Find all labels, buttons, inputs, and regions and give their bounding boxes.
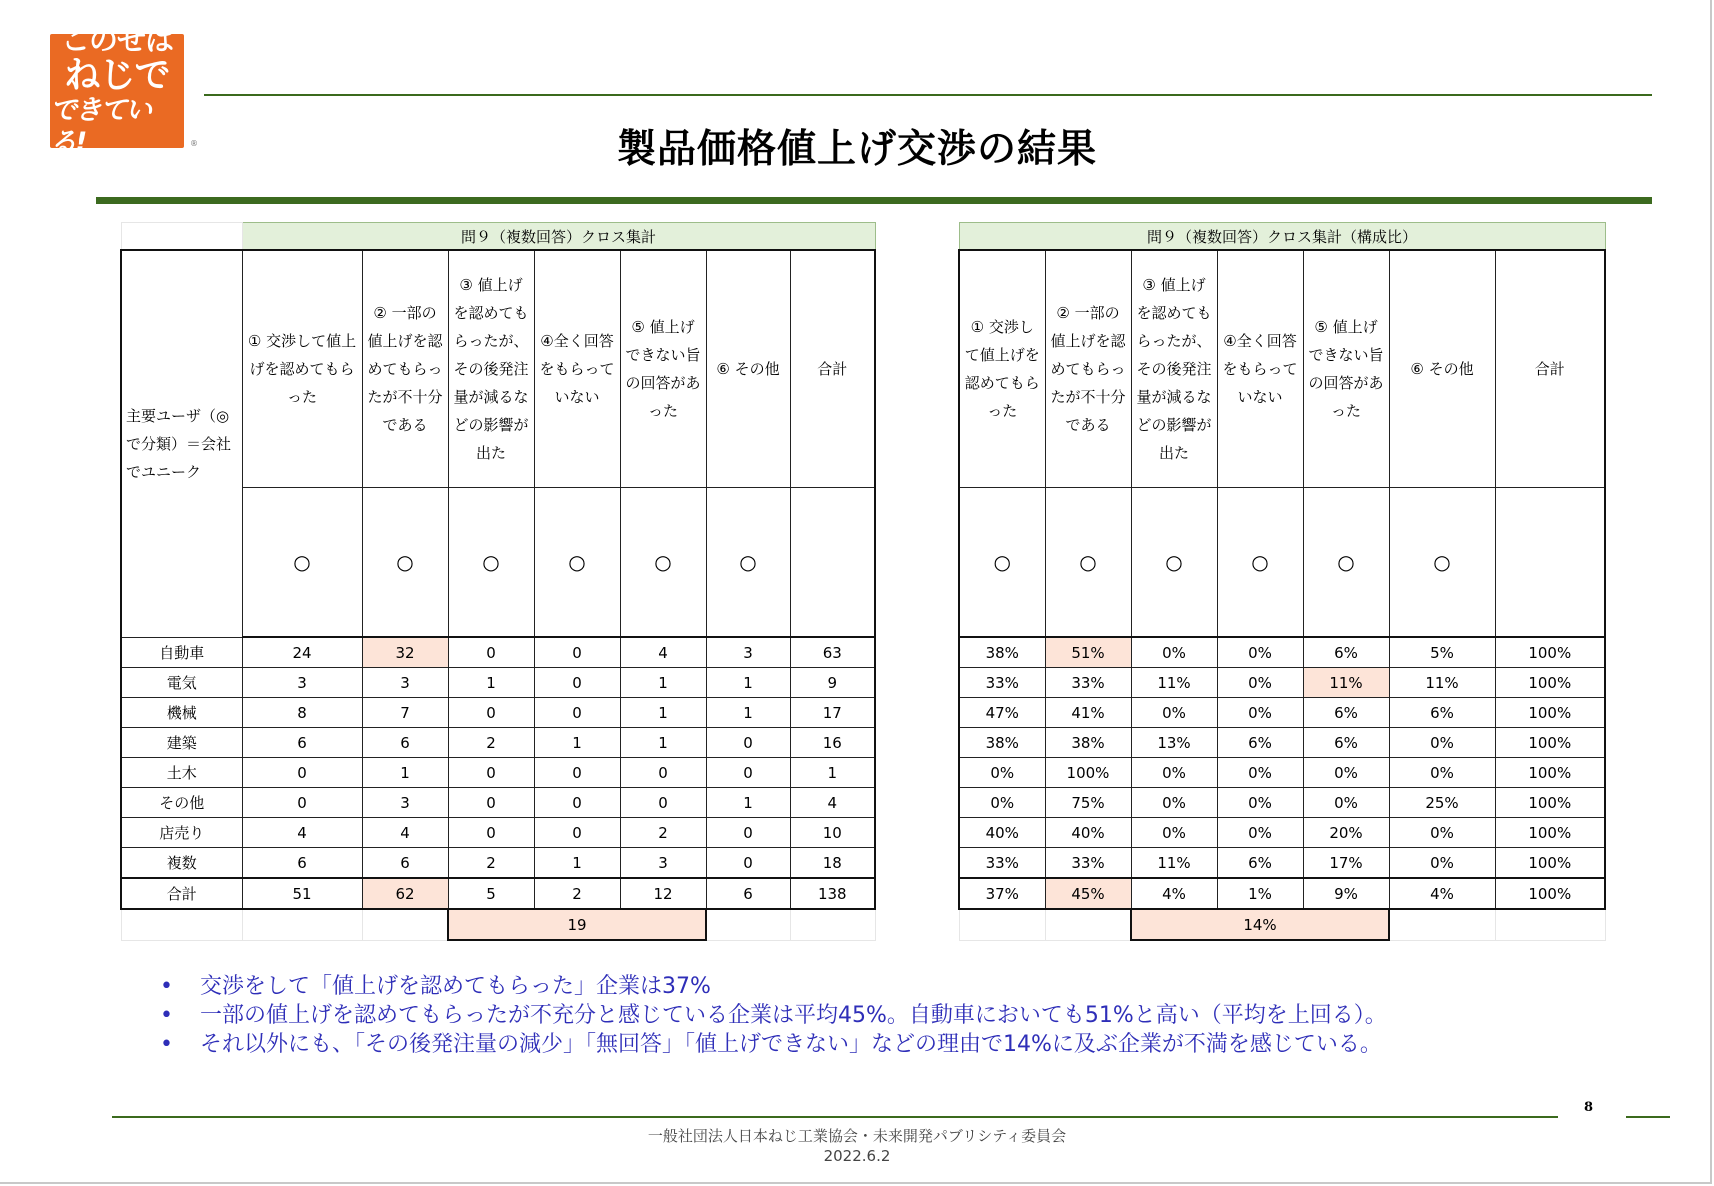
corner-cell <box>121 223 242 251</box>
logo-line-2: ねじで <box>64 55 170 96</box>
data-cell: 0 <box>448 758 534 788</box>
title-underline <box>96 197 1652 204</box>
column-header: ① 交渉して値上げを認めてもらった <box>242 250 362 488</box>
row-label: 自動車 <box>121 637 242 668</box>
data-cell: 0 <box>242 758 362 788</box>
data-cell: 0% <box>1389 758 1495 788</box>
data-cell: 17% <box>1303 848 1389 879</box>
data-cell: 11% <box>1389 668 1495 698</box>
column-header: ② 一部の値上げを認めてもらったが不十分である <box>362 250 448 488</box>
marker-cell: ○ <box>1303 488 1389 638</box>
data-cell: 1 <box>534 848 620 879</box>
column-header: 合計 <box>1495 250 1605 488</box>
data-cell: 5% <box>1389 637 1495 668</box>
summary-bullets <box>160 972 1387 1059</box>
data-cell: 25% <box>1389 788 1495 818</box>
data-cell: 6 <box>242 728 362 758</box>
row-label: その他 <box>121 788 242 818</box>
data-cell: 6% <box>1217 848 1303 879</box>
logo-line-3: できている! <box>50 95 150 158</box>
data-cell: 9 <box>790 668 875 698</box>
data-cell: 6 <box>362 728 448 758</box>
data-cell: 0 <box>706 848 790 879</box>
data-cell: 2 <box>448 848 534 879</box>
data-cell: 17 <box>790 698 875 728</box>
data-cell: 33% <box>959 848 1045 879</box>
data-cell: 20% <box>1303 818 1389 848</box>
bullet-item: • 交渉をして「値上げを認めてもらった」企業は37% <box>160 972 1387 1001</box>
data-cell: 3 <box>620 848 706 879</box>
marker-cell <box>790 488 875 638</box>
marker-cell: ○ <box>1389 488 1495 638</box>
data-cell: 0% <box>1217 637 1303 668</box>
total-row <box>959 878 1605 909</box>
row-label: 電気 <box>121 668 242 698</box>
page-number: 8 <box>1584 1100 1594 1115</box>
data-cell: 3 <box>242 668 362 698</box>
table-row <box>121 637 875 668</box>
data-cell: 3 <box>362 788 448 818</box>
column-header: ④全く回答をもらっていない <box>534 250 620 488</box>
table-row <box>959 698 1605 728</box>
data-cell: 100% <box>1495 758 1605 788</box>
data-cell: 2 <box>620 818 706 848</box>
data-cell: 41% <box>1045 698 1131 728</box>
column-header: ④全く回答をもらっていない <box>1217 250 1303 488</box>
total-cell: 5 <box>448 878 534 909</box>
data-cell: 4 <box>362 818 448 848</box>
total-cell-highlight: 62 <box>362 878 448 909</box>
data-cell: 3 <box>706 637 790 668</box>
data-cell: 33% <box>959 668 1045 698</box>
bullet-item: • 一部の値上げを認めてもらったが不充分と感じている企業は平均45%。自動車においても51%と高い（平均を上回る）。 <box>160 1001 1387 1030</box>
right-table-header: 問９（複数回答）クロス集計（構成比） <box>959 223 1605 251</box>
table-row <box>121 848 875 879</box>
data-cell: 0% <box>1303 788 1389 818</box>
row-label: 建築 <box>121 728 242 758</box>
data-cell: 8 <box>242 698 362 728</box>
footer-divider-right <box>1626 1116 1670 1118</box>
data-cell: 38% <box>959 728 1045 758</box>
data-cell: 0% <box>1217 758 1303 788</box>
registered-mark: ® <box>190 139 198 148</box>
data-cell: 0% <box>1131 637 1217 668</box>
data-cell: 0% <box>959 758 1045 788</box>
logo-line-1: このせは <box>60 23 173 57</box>
data-cell: 33% <box>1045 668 1131 698</box>
top-divider <box>204 94 1652 96</box>
table-row <box>121 698 875 728</box>
data-cell-highlight: 11% <box>1303 668 1389 698</box>
data-cell: 0 <box>534 818 620 848</box>
data-cell: 63 <box>790 637 875 668</box>
data-cell: 75% <box>1045 788 1131 818</box>
column-header: ③ 値上げを認めてもらったが、その後発注量が減るなどの影響が出た <box>448 250 534 488</box>
data-cell: 4 <box>620 637 706 668</box>
cross-tab-ratios <box>958 222 1606 941</box>
marker-cell: ○ <box>534 488 620 638</box>
data-cell: 6 <box>242 848 362 879</box>
row-label: 土木 <box>121 758 242 788</box>
footer-divider <box>112 1116 1558 1118</box>
data-cell: 1 <box>790 758 875 788</box>
total-cell: 4% <box>1389 878 1495 909</box>
data-cell: 0 <box>448 788 534 818</box>
data-cell: 0 <box>534 668 620 698</box>
total-cell: 51 <box>242 878 362 909</box>
sum-note: 19 <box>448 909 706 940</box>
data-cell: 0% <box>1131 698 1217 728</box>
row-label: 店売り <box>121 818 242 848</box>
total-cell: 100% <box>1495 878 1605 909</box>
data-cell: 4 <box>790 788 875 818</box>
data-cell: 1 <box>620 698 706 728</box>
data-cell: 1 <box>706 668 790 698</box>
data-cell: 47% <box>959 698 1045 728</box>
marker-cell: ○ <box>620 488 706 638</box>
data-cell: 0% <box>1389 728 1495 758</box>
data-cell-highlight: 51% <box>1045 637 1131 668</box>
data-cell: 0% <box>959 788 1045 818</box>
table-row <box>959 848 1605 879</box>
total-cell: 2 <box>534 878 620 909</box>
data-cell: 100% <box>1495 668 1605 698</box>
total-cell-highlight: 45% <box>1045 878 1131 909</box>
column-header: ③ 値上げを認めてもらったが、その後発注量が減るなどの影響が出た <box>1131 250 1217 488</box>
column-header: 合計 <box>790 250 875 488</box>
column-header: ② 一部の値上げを認めてもらったが不十分である <box>1045 250 1131 488</box>
data-cell: 100% <box>1495 818 1605 848</box>
table-row <box>121 758 875 788</box>
marker-cell: ○ <box>1045 488 1131 638</box>
marker-cell: ○ <box>706 488 790 638</box>
data-cell: 1 <box>362 758 448 788</box>
marker-cell: ○ <box>362 488 448 638</box>
data-cell: 1 <box>534 728 620 758</box>
data-cell: 1 <box>448 668 534 698</box>
data-cell: 0 <box>620 788 706 818</box>
data-cell: 6% <box>1303 698 1389 728</box>
total-cell: 6 <box>706 878 790 909</box>
data-cell: 24 <box>242 637 362 668</box>
data-cell: 0 <box>620 758 706 788</box>
column-header: ⑤ 値上げできない旨の回答があった <box>620 250 706 488</box>
data-cell: 40% <box>959 818 1045 848</box>
total-row <box>121 878 875 909</box>
total-cell: 37% <box>959 878 1045 909</box>
table-row <box>121 728 875 758</box>
data-cell: 7 <box>362 698 448 728</box>
table-row <box>959 818 1605 848</box>
data-cell: 0 <box>706 728 790 758</box>
data-cell-highlight: 32 <box>362 637 448 668</box>
column-header: ⑤ 値上げできない旨の回答があった <box>1303 250 1389 488</box>
data-cell: 40% <box>1045 818 1131 848</box>
data-cell: 0 <box>448 698 534 728</box>
data-cell: 38% <box>1045 728 1131 758</box>
table-row <box>959 668 1605 698</box>
cross-tab-counts <box>120 222 876 941</box>
total-cell: 9% <box>1303 878 1389 909</box>
total-label: 合計 <box>121 878 242 909</box>
table-row <box>959 788 1605 818</box>
row-label-header: 主要ユーザ（◎で分類）＝会社でユニーク <box>121 250 242 637</box>
data-cell: 100% <box>1045 758 1131 788</box>
data-cell: 0% <box>1389 848 1495 879</box>
footer-date: 2022.6.2 <box>823 1147 891 1165</box>
data-cell: 0 <box>534 698 620 728</box>
data-cell: 11% <box>1131 668 1217 698</box>
data-cell: 1 <box>620 668 706 698</box>
data-cell: 10 <box>790 818 875 848</box>
data-cell: 0% <box>1303 758 1389 788</box>
data-cell: 100% <box>1495 728 1605 758</box>
data-cell: 0% <box>1217 698 1303 728</box>
footer-organization: 一般社団法人日本ねじ工業協会・未来開発パブリシティ委員会 <box>647 1127 1067 1145</box>
marker-cell: ○ <box>242 488 362 638</box>
data-cell: 1 <box>706 698 790 728</box>
data-cell: 38% <box>959 637 1045 668</box>
data-cell: 0 <box>534 788 620 818</box>
data-cell: 0 <box>448 818 534 848</box>
marker-cell: ○ <box>1131 488 1217 638</box>
data-cell: 100% <box>1495 848 1605 879</box>
data-cell: 0 <box>448 637 534 668</box>
column-header: ① 交渉して値上げを認めてもらった <box>959 250 1045 488</box>
data-cell: 0% <box>1131 788 1217 818</box>
table-row <box>959 637 1605 668</box>
data-cell: 0 <box>534 758 620 788</box>
data-cell: 0 <box>242 788 362 818</box>
sum-note: 14% <box>1131 909 1389 940</box>
data-cell: 6% <box>1303 728 1389 758</box>
marker-cell: ○ <box>448 488 534 638</box>
data-cell: 2 <box>448 728 534 758</box>
marker-cell: ○ <box>1217 488 1303 638</box>
total-cell: 1% <box>1217 878 1303 909</box>
data-cell: 18 <box>790 848 875 879</box>
bullet-item: • それ以外にも、「その後発注量の減少」「無回答」「値上げできない」などの理由で14%に及ぶ企業が不満を感じている。 <box>160 1030 1387 1059</box>
data-cell: 1 <box>620 728 706 758</box>
data-cell: 6% <box>1389 698 1495 728</box>
table-row <box>959 758 1605 788</box>
table-row <box>121 818 875 848</box>
total-cell: 12 <box>620 878 706 909</box>
data-cell: 0 <box>534 637 620 668</box>
data-cell: 33% <box>1045 848 1131 879</box>
data-cell: 100% <box>1495 637 1605 668</box>
column-header: ⑥ その他 <box>1389 250 1495 488</box>
footer <box>0 1126 1714 1166</box>
total-cell: 4% <box>1131 878 1217 909</box>
data-cell: 0% <box>1131 758 1217 788</box>
data-cell: 11% <box>1131 848 1217 879</box>
total-cell: 138 <box>790 878 875 909</box>
table-row <box>121 668 875 698</box>
page-title: 製品価格値上げ交渉の結果 <box>616 127 1097 172</box>
table-row <box>121 788 875 818</box>
data-cell: 3 <box>362 668 448 698</box>
data-cell: 0% <box>1217 668 1303 698</box>
table-row <box>959 728 1605 758</box>
data-cell: 100% <box>1495 698 1605 728</box>
data-cell: 0 <box>706 758 790 788</box>
data-cell: 1 <box>706 788 790 818</box>
data-cell: 0% <box>1217 788 1303 818</box>
data-cell: 13% <box>1131 728 1217 758</box>
data-cell: 16 <box>790 728 875 758</box>
data-cell: 6% <box>1303 637 1389 668</box>
left-table-header: 問９（複数回答）クロス集計 <box>242 223 875 251</box>
data-cell: 0% <box>1389 818 1495 848</box>
row-label: 機械 <box>121 698 242 728</box>
row-label: 複数 <box>121 848 242 879</box>
data-cell: 4 <box>242 818 362 848</box>
data-cell: 0% <box>1217 818 1303 848</box>
data-cell: 6% <box>1217 728 1303 758</box>
data-cell: 0% <box>1131 818 1217 848</box>
data-cell: 100% <box>1495 788 1605 818</box>
marker-cell: ○ <box>959 488 1045 638</box>
column-header: ⑥ その他 <box>706 250 790 488</box>
data-cell: 0 <box>706 818 790 848</box>
marker-cell <box>1495 488 1605 638</box>
data-cell: 6 <box>362 848 448 879</box>
